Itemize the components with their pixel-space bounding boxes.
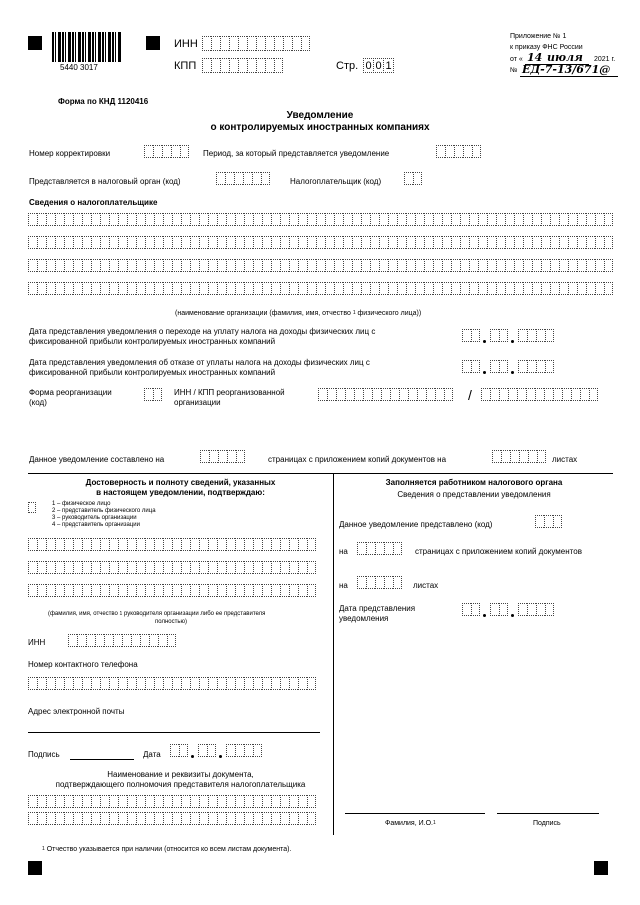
appendix-date-prefix: от « <box>510 56 523 63</box>
sheets-count-field[interactable] <box>492 450 546 463</box>
signer-fio-grid[interactable] <box>28 538 316 607</box>
signer-inn-field[interactable] <box>68 634 176 647</box>
taxpayer-info-heading: Сведения о налогоплательщике <box>29 198 158 207</box>
official-fio-label: Фамилия, И.О.$^1$ <box>385 820 436 827</box>
name-caption-end: физического лица)) <box>357 310 422 317</box>
corner-marker-top-center <box>146 36 160 50</box>
transition-date-label-l1: Дата представления уведомления о переходе на уплату налога на доходы физических лиц с <box>29 327 376 336</box>
page-digit: 0 <box>373 58 384 73</box>
section-divider <box>28 473 613 474</box>
name-caption-text: (наименование организации (фамилия, имя, отчество <box>175 310 351 317</box>
appendix-order-number: ЕД-7-13/671@ <box>522 63 611 76</box>
reorg-inn-label-l1: ИНН / КПП реорганизованной <box>174 388 285 397</box>
correction-number-field[interactable] <box>144 145 189 158</box>
period-field[interactable] <box>436 145 481 158</box>
kpp-field[interactable] <box>202 58 283 73</box>
column-divider <box>333 473 334 835</box>
sheets-label: листах <box>552 455 578 464</box>
official-date-label-l1: Дата представления <box>339 604 416 613</box>
barcode <box>52 32 122 62</box>
name-caption: (наименование организации (фамилия, имя, отчество $^1$ физического лица)) <box>175 310 422 317</box>
fio-caption-text-b: руководителя организации либо ее представителя <box>124 611 266 617</box>
page-label: Стр. <box>336 60 359 72</box>
appendix-no-label: № <box>510 67 518 74</box>
signer-option-4: 4 – представитель организации <box>52 522 140 528</box>
doc-heading-1: Наименование и реквизиты документа, <box>107 770 254 779</box>
signer-option-1: 1 – физическое лицо <box>52 501 111 507</box>
reorg-form-label-l2: (код) <box>29 398 47 407</box>
email-label: Адрес электронной почты <box>28 707 125 716</box>
corner-marker-top-left <box>28 36 42 50</box>
authority-document-grid[interactable] <box>28 795 316 829</box>
signer-inn-label: ИНН <box>28 638 46 647</box>
footnote <box>42 846 291 854</box>
doc-heading-2: подтверждающего полномочия представителя налогоплательщика <box>55 780 306 789</box>
fio-caption-2: полностью) <box>155 619 187 625</box>
official-fio-line[interactable] <box>345 813 485 814</box>
fio-caption-text: (фамилия, имя, отчество <box>48 611 118 617</box>
official-pages-field[interactable] <box>357 542 402 555</box>
fio-caption-1: (фамилия, имя, отчество $^1$ руководителя организации либо ее представителя <box>48 611 266 617</box>
reorg-kpp-field[interactable] <box>481 388 598 401</box>
appendix-line2: к приказу ФНС России <box>510 44 583 51</box>
confirm-heading-1: Достоверность и полноту сведений, указанных <box>85 478 276 487</box>
refusal-date-label-l1: Дата представления уведомления об отказе от уплаты налога на доходы физических лиц с <box>29 358 370 367</box>
tax-organ-field[interactable] <box>216 172 270 185</box>
reorg-form-label-l1: Форма реорганизации <box>29 388 112 397</box>
official-sheets-label: листах <box>413 581 439 590</box>
page-number <box>363 58 393 73</box>
phone-label: Номер контактного телефона <box>28 660 138 669</box>
official-date-label-l2: уведомления <box>339 614 389 623</box>
official-sign-line[interactable] <box>497 813 599 814</box>
reorg-inn-label-l2: организации <box>174 398 221 407</box>
composed-on-label: Данное уведомление составлено на <box>29 455 165 464</box>
signer-option-2: 2 – представитель физического лица <box>52 508 156 514</box>
signer-option-3: 3 – руководитель организации <box>52 515 137 521</box>
pages-count-field[interactable] <box>200 450 245 463</box>
appendix-year: 2021 г. <box>594 56 616 63</box>
appendix-month: июля <box>547 51 583 64</box>
page-digit: 1 <box>383 58 394 73</box>
official-fio-label-text: Фамилия, И.О. <box>385 820 433 827</box>
signature-label: Подпись <box>28 750 60 759</box>
date-label: Дата <box>143 750 161 759</box>
barcode-number: 5440 3017 <box>60 63 98 72</box>
pages-with-copies-label: страницах с приложением копий документов на <box>268 455 447 464</box>
on-label-2: на <box>339 581 348 590</box>
email-field[interactable] <box>28 732 320 733</box>
corner-marker-bottom-right <box>594 861 608 875</box>
reorg-form-field[interactable] <box>144 388 162 401</box>
confirm-heading-2: в настоящем уведомлении, подтверждаю: <box>96 488 265 497</box>
submitted-code-field[interactable] <box>535 515 562 528</box>
period-label: Период, за который представляется уведомление <box>203 149 390 158</box>
taxpayer-code-field[interactable] <box>404 172 422 185</box>
form-title-line1: Уведомление <box>286 110 354 121</box>
official-subheading: Сведения о представлении уведомления <box>397 490 551 499</box>
transition-date-label-l2: фиксированной прибыли контролируемых иностранных компаний <box>29 337 276 346</box>
inn-field[interactable] <box>202 36 310 51</box>
official-heading: Заполняется работником налогового органа <box>385 478 563 487</box>
official-sheets-field[interactable] <box>357 576 402 589</box>
signer-type-field[interactable] <box>28 502 36 513</box>
official-sign-label: Подпись <box>533 820 561 827</box>
form-title-line2: о контролируемых иностранных компаниях <box>210 122 430 133</box>
footnote-text: Отчество указывается при наличии (относится ко всем листам документа). <box>46 846 292 853</box>
kpp-label: КПП <box>174 60 197 72</box>
footnote-mark: 1 <box>42 846 45 852</box>
reorg-inn-field[interactable] <box>318 388 453 401</box>
correction-number-label: Номер корректировки <box>29 149 111 158</box>
phone-field[interactable] <box>28 677 316 690</box>
form-knd: Форма по КНД 1120416 <box>58 97 149 106</box>
appendix-day: 14 <box>527 51 543 64</box>
inn-label: ИНН <box>174 38 198 50</box>
refusal-date-label-l2: фиксированной прибыли контролируемых иностранных компаний <box>29 368 276 377</box>
taxpayer-name-grid[interactable] <box>28 213 613 305</box>
signature-line[interactable] <box>70 759 134 760</box>
appendix-line1: Приложение № 1 <box>510 33 567 40</box>
page-digit: 0 <box>363 58 374 73</box>
on-label: на <box>339 547 348 556</box>
corner-marker-bottom-left <box>28 861 42 875</box>
slash-separator: / <box>468 387 472 403</box>
taxpayer-label: Налогоплательщик (код) <box>290 177 382 186</box>
tax-organ-label: Представляется в налоговый орган (код) <box>29 177 181 186</box>
pages-copies-label: страницах с приложением копий документов <box>415 547 582 556</box>
submitted-code-label: Данное уведомление представлено (код) <box>339 520 493 529</box>
